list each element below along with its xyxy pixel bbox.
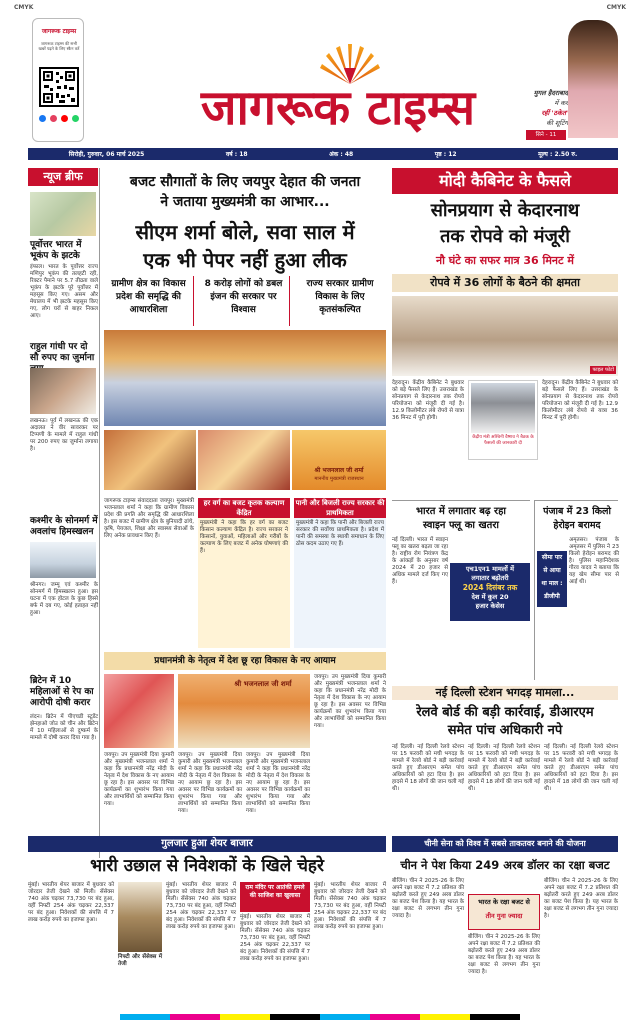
promo-line4: की शूटिंग: [546, 119, 568, 127]
heroin-box-line1: सीमा पार: [541, 554, 563, 561]
railway-body-1: नई दिल्ली। नई दिल्ली रेलवे स्टेशन पर 15 फरवरी को मची भगदड़ के मामले में रेलवे बोर्ड ने बड़ी कार्रवाई करते हुए डीआरएम समेत पांच अधिकारियों को हटा दिया है। इस हादसे में 18 लोगों की जान चली गई थी।: [392, 744, 464, 792]
china-story: [392, 836, 618, 1012]
china-body-3: बीजिंग। चीन ने 2025-26 के लिए अपने रक्षा बजट में 7.2 प्रतिशत की बढ़ोतरी करते हुए 249 अरब डॉलर का बजट पेश किया है। यह भारत के रक्षा बजट से लगभग तीन गुना ज्यादा है।: [544, 878, 618, 919]
railway-body-2: नई दिल्ली। नई दिल्ली रेलवे स्टेशन पर 15 फरवरी को मची भगदड़ के मामले में रेलवे बोर्ड ने बड़ी कार्रवाई करते हुए डीआरएम समेत पांच अधिकारियों को हटा दिया है। इस हादसे में 18 लोगों की जान चली गई थी।: [468, 744, 540, 792]
china-headline: चीन ने पेश किया 249 अरब डॉलर का रक्षा बजट: [400, 858, 610, 872]
heroin-box-line2: से आया: [543, 567, 561, 574]
qr-pattern: [39, 67, 79, 107]
brief-2-photo: [30, 368, 96, 414]
masthead: [28, 16, 618, 156]
brief-3-photo: [30, 542, 96, 578]
qr-logo: जागरूक टाइम्स: [41, 28, 77, 35]
china-body-1: बीजिंग। चीन ने 2025-26 के लिए अपने रक्षा बजट में 7.2 प्रतिशत की बढ़ोतरी करते हुए 249 अरब डॉलर का बजट पेश किया है। यह भारत के रक्षा बजट से लगभग तीन गुना ज्यादा है।: [392, 878, 464, 919]
qr-social-icons: [39, 115, 79, 123]
market-side-box: [240, 882, 310, 1010]
flu-body: नई दिल्ली। भारत में स्वाइन फ्लू का खतरा बढ़ता जा रहा है। राष्ट्रीय रोग नियंत्रण केंद्र के आंकड़ों के अनुसार वर्ष 2024 में 20 हजार से अधिक मामले दर्ज किए गए हैं।: [392, 537, 448, 585]
promo-tag: सिने - 11: [526, 130, 566, 140]
modi-banner: मोदी कैबिनेट के फैसले: [392, 168, 618, 194]
railway-body-3: नई दिल्ली। नई दिल्ली रेलवे स्टेशन पर 15 फरवरी को मची भगदड़ के मामले में रेलवे बोर्ड ने बड़ी कार्रवाई करते हुए डीआरएम समेत पांच अधिकारियों को हटा दिया है। इस हादसे में 18 लोगों की जान चली गई थी।: [544, 744, 618, 792]
dateline-year: वर्ष : 18: [225, 151, 248, 158]
flu-box-line3: 2024 दिसंबर तक: [462, 583, 518, 592]
pm-body-mid: जयपुर। उप मुख्यमंत्री दिया कुमारी और मुख्यमंत्री भजनलाल शर्मा ने कहा कि प्रधानमंत्री नरेंद्र मोदी के नेतृत्व में देश विकास के नए आयाम छू रहा है। इस अवसर पर विभिन्न कार्यक्रमों का शुभारंभ किया गया और लाभार्थियों को सम्मानित किया गया।: [178, 752, 242, 814]
heroin-body: अमृतसर। पंजाब के अमृतसर में पुलिस ने 23 किलो हेरोइन बरामद की है। पुलिस महानिदेशक गौरव यादव ने बताया कि यह खेप सीमा पार से आई थी।: [569, 537, 619, 585]
pm-body-left: जयपुर। उप मुख्यमंत्री दिया कुमारी और मुख्यमंत्री भजनलाल शर्मा ने कहा कि प्रधानमंत्री नरेंद्र मोदी के नेतृत्व में देश विकास के नए आयाम छू रहा है। इस अवसर पर विभिन्न कार्यक्रमों का शुभारंभ किया गया और लाभार्थियों को सम्मानित किया गया।: [104, 752, 174, 807]
swine-flu-story: [392, 500, 530, 680]
lead-box-2-title: पानी और बिजली राज्य सरकार की प्राथमिकता: [295, 499, 385, 517]
pm-photo-text: श्री भजनलाल जी शर्मा: [234, 680, 292, 688]
lead-point-2: 8 करोड़ लोगों को डबल इंजन की सरकार पर विश्वास: [198, 276, 290, 326]
modi-headline-2: तक रोपवे को मंजूरी: [440, 226, 570, 247]
china-highlight-box: [468, 894, 540, 930]
brief-4-title: ब्रिटेन में 10 महिलाओं से रेप का आरोपी दोषी करार: [30, 676, 94, 708]
market-side-box-title: राम मंदिर पर आतंकी हमले की साजिश का खुलासा: [240, 882, 310, 912]
modi-body-right: देहरादून। केंद्रीय कैबिनेट ने बुधवार को बड़े फैसले लिए हैं। उत्तराखंड के सोनप्रयाग से केदारनाथ तक रोपवे परियोजना को मंजूरी दी गई है। 12.9 किलोमीटर लंबे रोपवे से यात्रा 36 मिनट में पूरी होगी।: [542, 380, 618, 421]
lead-headline-1: सीएम शर्मा बोले, सवा साल में: [135, 220, 355, 244]
actress-photo: [568, 20, 618, 138]
lead-story: [104, 168, 386, 648]
modi-cabinet-story: [392, 168, 618, 498]
lead-photo-mid: [198, 430, 290, 490]
cm-photo-panel: [292, 430, 386, 490]
china-kicker: चीनी सेना को विश्व में सबसे ताकतवर बनाने की योजना: [392, 836, 618, 852]
cabinet-meeting-photo: [392, 296, 618, 376]
flu-title-1: भारत में लगातार बढ़ रहा: [415, 506, 507, 517]
dateline-issue: अंक : 48: [329, 151, 354, 158]
modi-body-left: देहरादून। केंद्रीय कैबिनेट ने बुधवार को बड़े फैसले लिए हैं। उत्तराखंड के सोनप्रयाग से केदारनाथ तक रोपवे परियोजना को मंजूरी दी गई है। 12.9 किलोमीटर लंबे रोपवे से यात्रा 36 मिनट में पूरी होगी।: [392, 380, 464, 421]
pm-banner: प्रधानमंत्री के नेतृत्व में देश छू रहा विकास के नए आयाम: [104, 652, 386, 670]
dateline-price: मूल्य : 2.50 रु.: [538, 151, 578, 158]
pm-story: [104, 652, 386, 832]
lead-box-1-title: हर वर्ग का बजट कृतक कल्याण केंद्रित: [198, 498, 290, 518]
brief-1-title: पूर्वोत्तर भारत में भूकंप के झटके: [30, 240, 82, 261]
lead-body: जागरूक टाइम्स संवाददाता जयपुर। मुख्यमंत्री भजनलाल शर्मा ने कहा कि ग्रामीण विकास प्रदेश की प्रगति और समृद्धि की आधारशिला है। इस बजट में ग्रामीण क्षेत्र के बुनियादी ढांचे, कृषि, पेयजल, शिक्षा और स्वास्थ्य सेवाओं के लिए अनेक प्रावधान किए हैं।: [104, 498, 194, 539]
heroin-story: [534, 500, 618, 680]
modi-sub-2: रोपवे में 36 लोगों के बैठने की क्षमता: [392, 274, 618, 292]
flu-box-line2: लगातार बढ़ोतरी: [471, 574, 509, 582]
railway-story: [392, 686, 618, 832]
sidebar-map-image: [30, 192, 96, 236]
bull-statue-photo: [118, 882, 162, 952]
color-registration-bar: [120, 1014, 520, 1020]
market-body-1: मुंबई। भारतीय शेयर बाजार में बुधवार को जोरदार तेजी देखने को मिली। सेंसेक्स 740 अंक चढ़कर 73,730 पर बंद हुआ, वहीं निफ्टी 254 अंक चढ़कर 22,337 पर बंद हुआ। निवेशकों की संपत्ति में 7 लाख करोड़ रुपये का इजाफा हुआ।: [28, 882, 114, 923]
cm-photo-sub: माननीय मुख्यमंत्री राजस्थान: [314, 476, 364, 482]
qr-caption: जागरूक टाइम्स की सभी खबरें पढ़ने के लिए स्कैन करें: [38, 41, 80, 51]
market-photo-caption: निफ्टी और सेंसेक्स में तेजी: [118, 954, 162, 967]
cm-photo-caption: श्री भजनलाल जी शर्मा: [314, 467, 364, 474]
registration-mark-left: CMYK: [14, 4, 34, 11]
railway-kicker: नई दिल्ली स्टेशन भगदड़ मामला...: [392, 686, 618, 700]
railway-headline-1: रेलवे बोर्ड की बड़ी कार्रवाई, डीआरएम: [416, 705, 594, 720]
china-box-line1: भारत के रक्षा बजट से: [478, 898, 530, 906]
lead-photo-left: [104, 430, 196, 490]
brief-4-text: लंदन। ब्रिटेन में पीएचडी स्टूडेंट झेनहाओ जोउ को चीन और ब्रिटेन में 10 महिलाओं से दुष्कर्म के मामले में दोषी करार दिया गया है।: [30, 714, 98, 741]
pm-body-right2: जयपुर। उप मुख्यमंत्री दिया कुमारी और मुख्यमंत्री भजनलाल शर्मा ने कहा कि प्रधानमंत्री नरेंद्र मोदी के नेतृत्व में देश विकास के नए आयाम छू रहा है। इस अवसर पर विभिन्न कार्यक्रमों का शुभारंभ किया गया और लाभार्थियों को सम्मानित किया गया।: [314, 674, 386, 729]
china-body-2: बीजिंग। चीन ने 2025-26 के लिए अपने रक्षा बजट में 7.2 प्रतिशत की बढ़ोतरी करते हुए 249 अरब डॉलर का बजट पेश किया है। यह भारत के रक्षा बजट से लगभग तीन गुना ज्यादा है।: [468, 934, 540, 975]
flu-highlight-box: [450, 563, 530, 621]
market-headline: भारी उछाल से निवेशकों के खिले चेहरे: [90, 856, 324, 876]
lead-box-1: [198, 498, 290, 648]
lead-box-2: [294, 498, 386, 648]
lead-kicker-1: बजट सौगातों के लिए जयपुर देहात की जनता: [129, 174, 361, 190]
market-kicker: गुलजार हुआ शेयर बाजार: [28, 836, 386, 852]
dateline-bar: [28, 148, 618, 160]
lead-box-2-text: मुख्यमंत्री ने कहा कि पानी और बिजली राज्य सरकार की सर्वोच्च प्राथमिकता है। प्रदेश में पानी की समस्या के स्थायी समाधान के लिए ठोस कदम उठाए गए हैं।: [296, 520, 384, 547]
heroin-box-line4: डीजीपी: [544, 593, 560, 600]
market-body-3: मुंबई। भारतीय शेयर बाजार में बुधवार को जोरदार तेजी देखने को मिली। सेंसेक्स 740 अंक चढ़कर 73,730 पर बंद हुआ, वहीं निफ्टी 254 अंक चढ़कर 22,337 पर बंद हुआ। निवेशकों की संपत्ति में 7 लाख करोड़ रुपये का इजाफा हुआ।: [314, 882, 386, 930]
minister-photo: [471, 383, 535, 433]
dateline-pages: पृष्ठ : 12: [434, 151, 457, 158]
brief-3-text: श्रीनगर। जम्मू एवं कश्मीर के सोनमर्ग में हिमस्खलन हुआ। इस घटना में एक होटल के कुछ हिस्से बर्फ में दब गए, कोई हताहत नहीं हुआ।: [30, 582, 98, 616]
flu-box-line5: हजार केसेस: [475, 602, 505, 610]
news-brief-header: न्यूज ब्रीफ: [28, 168, 98, 186]
lead-point-1: ग्रामीण क्षेत्र का विकास प्रदेश की समृद्धि की आधारशिला: [104, 276, 194, 326]
lead-kicker-2: ने जताया मुख्यमंत्री का आभार...: [160, 194, 330, 210]
promo-line3: रहीं 'ठकेत': [541, 109, 568, 117]
railway-headline-2: समेत पांच अधिकारी नपे: [447, 723, 563, 738]
photo-credit: फाइल फोटो: [592, 367, 614, 373]
pm-photo-group: [178, 674, 310, 748]
flu-title-2: स्वाइन फ्लू का खतरा: [422, 520, 500, 531]
heroin-title-2: हेरोइन बरामद: [553, 520, 601, 531]
pm-body-right1: जयपुर। उप मुख्यमंत्री दिया कुमारी और मुख्यमंत्री भजनलाल शर्मा ने कहा कि प्रधानमंत्री नरेंद्र मोदी के नेतृत्व में देश विकास के नए आयाम छू रहा है। इस अवसर पर विभिन्न कार्यक्रमों का शुभारंभ किया गया और लाभार्थियों को सम्मानित किया गया।: [246, 752, 310, 814]
heroin-title-1: पंजाब में 23 किलो: [543, 506, 611, 517]
modi-headline-1: सोनप्रयाग से केदारनाथ: [430, 200, 580, 221]
modi-sub: नौ घंटे का सफर मात्र 36 मिनट में: [436, 254, 574, 267]
pm-photo-women: [104, 674, 174, 748]
lead-box-1-text: मुख्यमंत्री ने कहा कि हर वर्ग का बजट किसान कल्याण केंद्रित है। राज्य सरकार ने किसानों, युवाओं, महिलाओं और गरीबों के कल्याण के लिए बजट में अनेक घोषणाएं की हैं।: [200, 520, 288, 554]
brief-2-text: लखनऊ। पूर्व में लखनऊ की एक अदालत ने वीर सावरकर पर टिप्पणी के मामले में राहुल गांधी पर 200 रुपए का जुर्माना लगाया है।: [30, 418, 98, 452]
minister-caption: केंद्रीय मंत्री अश्विनी वैष्णव ने बैठक के फैसलों की जानकारी दी: [472, 435, 534, 446]
china-box-line2: तीन गुना ज्यादा: [485, 912, 523, 920]
minister-inset: [468, 380, 538, 460]
dateline-city: सिरोही, गुरुवार, 06 मार्च 2025: [68, 151, 145, 158]
qr-code-icon[interactable]: [39, 67, 79, 107]
flu-box-line1: एच1एन1 मामलों में: [466, 565, 514, 573]
brief-2-title: राहुल गांधी पर दो सौ रुपए का जुर्माना: [30, 342, 95, 363]
market-story: [28, 836, 386, 1012]
market-side-box-text: मुंबई। भारतीय शेयर बाजार में बुधवार को जोरदार तेजी देखने को मिली। सेंसेक्स 740 अंक चढ़कर 73,730 पर बंद हुआ, वहीं निफ्टी 254 अंक चढ़कर 22,337 पर बंद हुआ। निवेशकों की संपत्ति में 7 लाख करोड़ रुपये का इजाफा हुआ।: [240, 914, 310, 962]
brief-1-text: इंफाल। भारत के पूर्वोत्तर राज्य मणिपुर भूकंप की तलहटी रही, रिक्टर पैमाने पर 5.7 तीव्रता वाले भूकंप के झटके पूरे पूर्वोत्तर में महसूस किए गए। असम और मेघालय में भी झटके महसूस किए गए, लोग घरों से बाहर निकल आए।: [30, 264, 98, 319]
promo-line2: में कर: [554, 99, 568, 107]
lead-headline-2: एक भी पेपर नहीं हुआ लीक: [143, 248, 347, 272]
heroin-box-line3: था माल :: [541, 580, 563, 587]
lead-point-3: राज्य सरकार ग्रामीण विकास के लिए कृतसंकल्पित: [306, 279, 374, 315]
news-brief-sidebar: [28, 168, 100, 858]
market-body-2: मुंबई। भारतीय शेयर बाजार में बुधवार को जोरदार तेजी देखने को मिली। सेंसेक्स 740 अंक चढ़कर 73,730 पर बंद हुआ, वहीं निफ्टी 254 अंक चढ़कर 22,337 पर बंद हुआ। निवेशकों की संपत्ति में 7 लाख करोड़ रुपये का इजाफा हुआ।: [166, 882, 236, 930]
newspaper-title: जागरूक टाइम्स: [200, 80, 476, 136]
registration-mark-right: CMYK: [606, 4, 626, 11]
brief-3-title: कश्मीर के सोनमर्ग में अवलांच हिमस्खलन: [30, 516, 98, 537]
promo-line1: मुगल हैदराबाद: [533, 89, 568, 97]
qr-panel: [32, 18, 84, 142]
flu-box-line4: देश में कुल 20: [471, 593, 509, 601]
heroin-highlight-box: [537, 551, 567, 607]
lead-crowd-photo: [104, 330, 386, 426]
